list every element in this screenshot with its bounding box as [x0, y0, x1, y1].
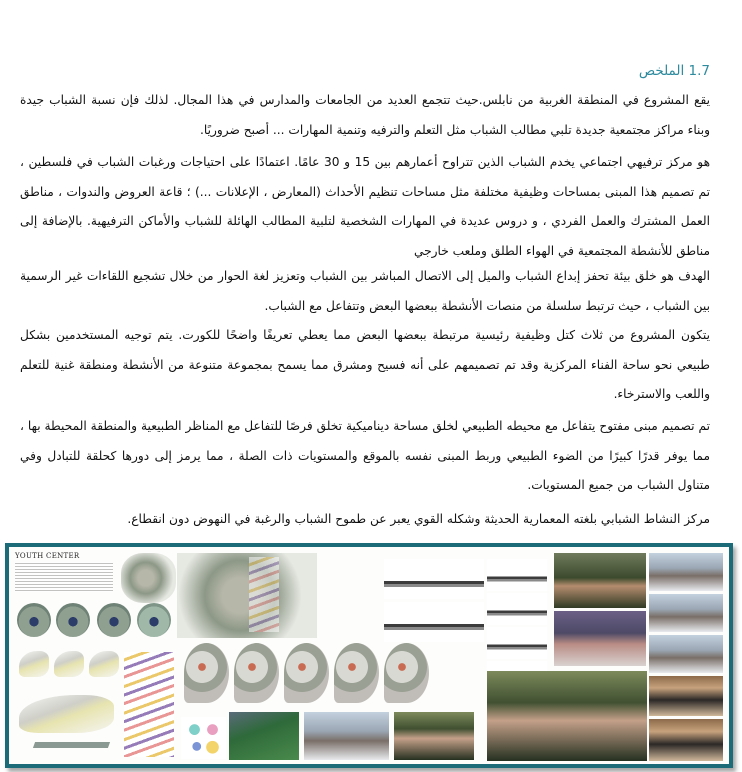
poster-render-plaza — [304, 712, 389, 760]
section-number: 1.7 — [688, 63, 710, 79]
paragraph-open-design: تم تصميم مبنى مفتوح يتفاعل مع محيطه الطبيعي لخلق مساحة ديناميكية تخلق فرصًا للتفاعل مع المناظر الطبيعية والمنطقة المحيطة بها ، مما يوفر قدرًا كبيرًا من الضوء الطبيعي وربط المبنى نفسه بالموقع والمستويات ذات الصلة ، مما يرمز إلى دورها كحلقة للتبادل وفي متناول الشباب من جميع المستويات. — [20, 419, 710, 492]
poster-location-map — [121, 553, 176, 603]
section-heading — [639, 63, 710, 79]
poster-floor-plan — [184, 643, 229, 703]
poster-concept-diagram — [19, 651, 49, 677]
poster-section-drawing — [384, 559, 484, 599]
poster-section-drawing — [384, 602, 484, 642]
poster-site-analysis-circle — [97, 603, 131, 637]
poster-floor-plan — [334, 643, 379, 703]
poster-render-main-aerial — [487, 671, 647, 761]
poster-program-bubbles — [181, 717, 226, 759]
poster-render-aerial — [394, 712, 474, 760]
poster-title: YOUTH CENTER — [15, 552, 80, 560]
poster-render-exterior — [554, 553, 646, 608]
paragraph-location: يقع المشروع في المنطقة الغربية من نابلس.حيث تتجمع العديد من الجامعات والمدارس في هذا المجال. لذلك فإن نسبة الشباب جيدة وبناء مراكز مجتمعية جديدة تلبي مطالب الشباب مثل التعلم والترفيه وتنمية المهارات ... أصبح ضروريًا. — [20, 93, 710, 137]
poster-render-terrace — [649, 635, 723, 673]
poster-site-analysis-circle — [56, 603, 90, 637]
paragraph-goal: الهدف هو خلق بيئة تحفز إبداع الشباب والميل إلى الاتصال المباشر بين الشباب وتعزيز لغة الحوار من خلال تشجيع اللقاءات غير الرسمية بين الشباب ، حيث ترتبط سلسلة من منصات الأنشطة ببعضها البعض وتتفاعل مع الشباب. — [20, 269, 710, 313]
poster-exploded-axonometric — [124, 652, 174, 757]
poster-render-interior — [649, 719, 723, 761]
section-title: الملخص — [638, 63, 685, 79]
paragraph-description: هو مركز ترفيهي اجتماعي يخدم الشباب الذين تتراوح أعمارهم بين 15 و 30 عامًا. اعتمادًا على احتياجات ورغبات الشباب في فلسطين ، تم تصميم هذا المبنى بمساحات وظيفية مختلفة مثل مساحات تنظيم الأحداث (المعارض ، الإعلانات ...) ؛ قاعة العروض والندوات ، مناطق العمل المشترك والعمل الفردي ، و دروس عديدة في المهارات الشخصية لتلبية المطالب الهائلة للشباب والأماكن الترفيهية. بالإضافة إلى مناطق للأنشطة المجتمعية في الهواء الطلق وملعب خارجي — [20, 155, 711, 258]
poster-render-interior — [649, 676, 723, 716]
project-poster-image — [5, 543, 733, 768]
poster-section-bar — [33, 742, 110, 748]
poster-site-analysis-circle — [17, 603, 51, 637]
poster-elevation — [487, 627, 547, 659]
poster-elevation — [487, 559, 547, 591]
poster-floor-plan — [384, 643, 429, 703]
poster-render-facade — [649, 594, 723, 632]
poster-render-field — [229, 712, 299, 760]
poster-floor-plan — [284, 643, 329, 703]
poster-site-plan — [177, 553, 317, 638]
poster-massing-model — [19, 695, 114, 733]
poster-concept-diagram — [89, 651, 119, 677]
poster-circulation-diagram — [249, 557, 279, 632]
poster-elevation — [487, 593, 547, 625]
poster-render-entrance — [554, 611, 646, 666]
poster-concept-diagram — [54, 651, 84, 677]
paragraph-composition: يتكون المشروع من ثلاث كتل وظيفية رئيسية مرتبطة ببعضها البعض مما يعطي تعريفًا واضحًا للكورت. يتم توجيه المستخدمين بشكل طبيعي نحو ساحة الفناء المركزية وقد تم تصميمهم على أنه فسيح ومشرق مما يسمح بمجموعة متنوعة من الأنشطة ومنطقة غنية للتعلم واللعب والاسترخاء. — [20, 328, 710, 401]
poster-intro-text — [15, 562, 113, 592]
poster-site-analysis-circle — [137, 603, 171, 637]
poster-render-courtyard — [649, 553, 723, 591]
paragraph-conclusion: مركز النشاط الشبابي بلغته المعمارية الحديثة وشكله القوي يعبر عن طموح الشباب والرغبة في النهوض دون انقطاع. — [127, 512, 710, 526]
poster-floor-plan — [234, 643, 279, 703]
